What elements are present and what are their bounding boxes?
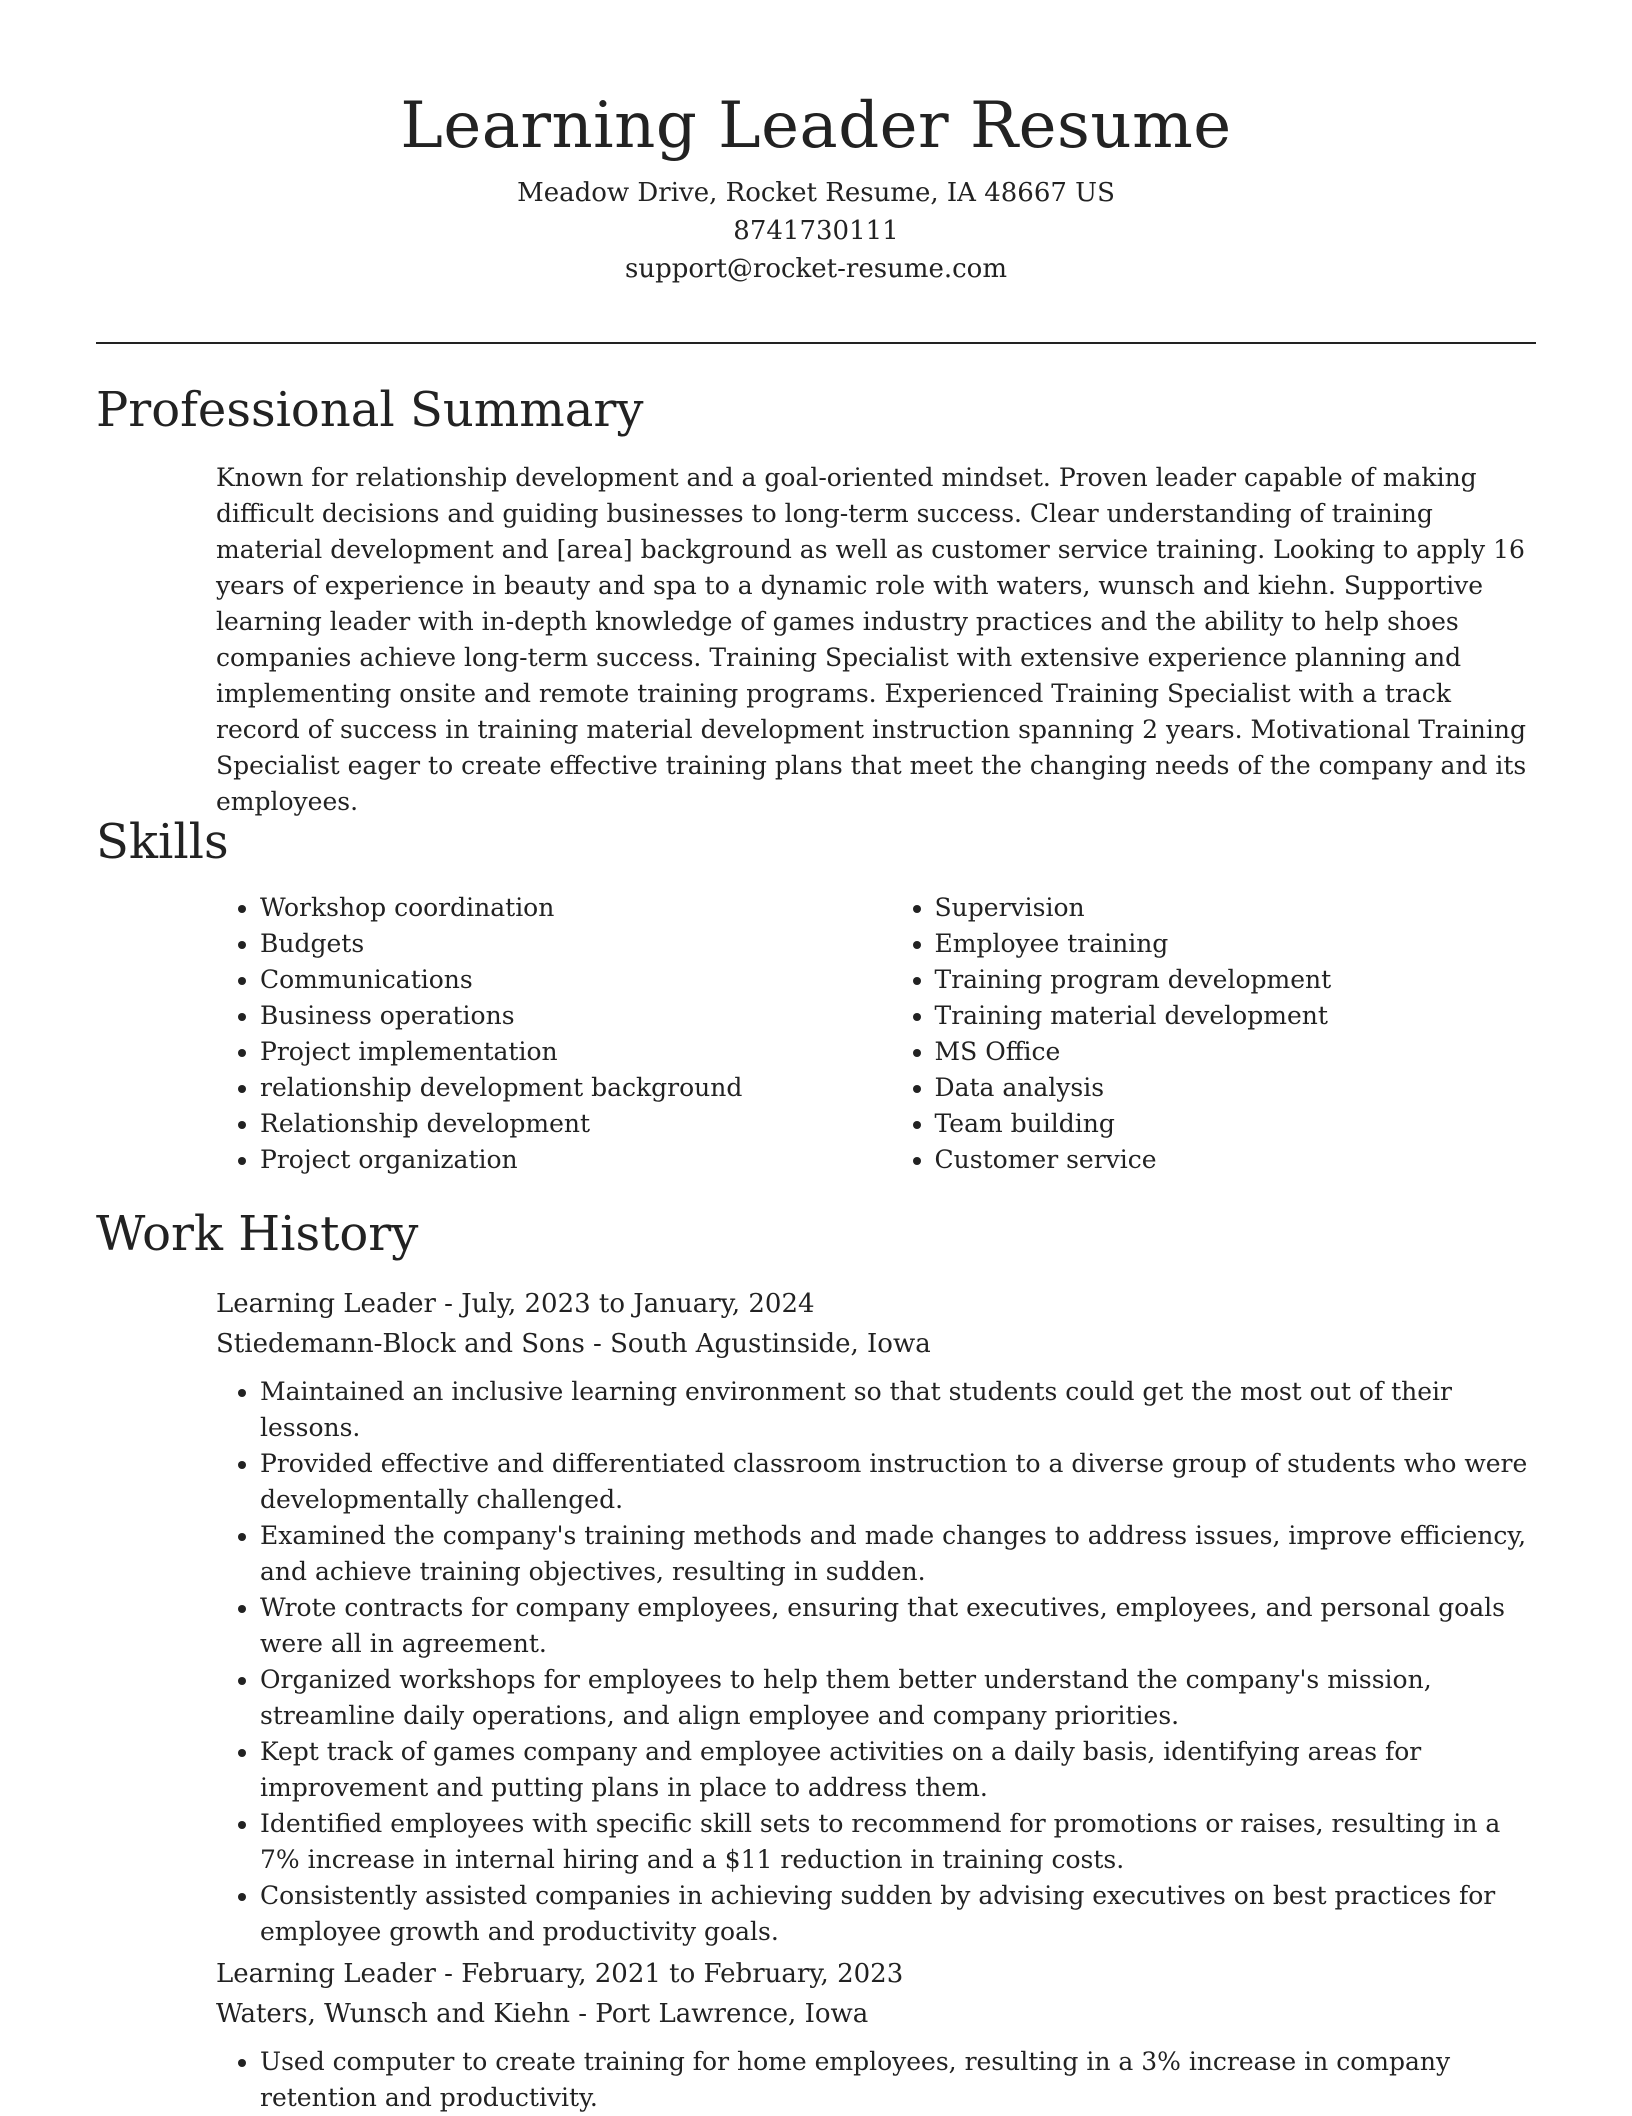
skills-heading: Skills bbox=[96, 814, 229, 870]
skill-item: • Data analysis bbox=[935, 1070, 1536, 1106]
resume-title: Learning Leader Resume bbox=[400, 89, 1232, 163]
job-location: - South Agustinside, Iowa bbox=[584, 1329, 931, 1359]
summary-heading: Professional Summary bbox=[96, 382, 644, 438]
skill-item: • Supervision bbox=[935, 890, 1536, 926]
job-bullets bbox=[216, 1374, 1536, 1950]
skills-column-1 bbox=[216, 890, 891, 1178]
job-entry bbox=[216, 1954, 1536, 2116]
job-entry bbox=[216, 1284, 1536, 1950]
job-dates: - July, 2023 to January, 2024 bbox=[435, 1289, 815, 1319]
job-bullet: • Used computer to create training for home employees, resulting in a 3% increase in company retention and productivity. bbox=[260, 2044, 1536, 2116]
skill-item: • MS Office bbox=[935, 1034, 1536, 1070]
summary-text: Known for relationship development and a goal-oriented mindset. Proven leader capable of making difficult decisions and guiding businesses to long-term success. Clear understanding of training material development and [area] background as well as customer service training. Looking to apply 16 years of experience in beauty and spa to a dynamic role with waters, wunsch and kiehn. Supportive learning leader with in-depth knowledge of games industry practices and the ability to help shoes companies achieve long-term success. Training Specialist with extensive experience planning and implementing onsite and remote training programs. Experienced Training Specialist with a track record of success in training material development instruction spanning 2 years. Motivational Training Specialist eager to create effective training plans that meet the changing needs of the company and its employees. bbox=[216, 463, 1527, 816]
skill-item: • relationship development background bbox=[260, 1070, 891, 1106]
skill-item: • Communications bbox=[260, 962, 891, 998]
skill-item: • Budgets bbox=[260, 926, 891, 962]
job-role: Learning Leader bbox=[216, 1959, 436, 1989]
skill-item: • Employee training bbox=[935, 926, 1536, 962]
header-divider bbox=[96, 342, 1536, 344]
job-company-line bbox=[216, 1994, 1536, 2034]
job-bullet: • Provided effective and differentiated classroom instruction to a diverse group of students who were developmentally challenged. bbox=[260, 1446, 1536, 1518]
resume-header bbox=[96, 78, 1536, 288]
job-dates: - February, 2021 to February, 2023 bbox=[435, 1959, 904, 1989]
skill-item: • Training material development bbox=[935, 998, 1536, 1034]
job-bullet: • Kept track of games company and employee activities on a daily basis, identifying areas for improvement and putting plans in place to address them. bbox=[260, 1734, 1536, 1806]
skill-item: • Training program development bbox=[935, 962, 1536, 998]
skills-column-2 bbox=[891, 890, 1536, 1178]
job-bullet: • Identified employees with specific skill sets to recommend for promotions or raises, resulting in a 7% increase in internal hiring and a $11 reduction in training costs. bbox=[260, 1806, 1536, 1878]
skill-item: • Business operations bbox=[260, 998, 891, 1034]
skill-item: • Project organization bbox=[260, 1142, 891, 1178]
skill-item: • Customer service bbox=[935, 1142, 1536, 1178]
skill-item: • Relationship development bbox=[260, 1106, 891, 1142]
job-bullet: • Examined the company's training methods and made changes to address issues, improve efficiency, and achieve training objectives, resulting in sudden. bbox=[260, 1518, 1536, 1590]
job-role: Learning Leader bbox=[216, 1289, 436, 1319]
job-bullet: • Wrote contracts for company employees, ensuring that executives, employees, and personal goals were all in agreement. bbox=[260, 1590, 1536, 1662]
job-location: - Port Lawrence, Iowa bbox=[569, 1999, 869, 2029]
work-history-heading: Work History bbox=[96, 1206, 419, 1262]
job-title-line bbox=[216, 1284, 1536, 1324]
job-company: Waters, Wunsch and Kiehn bbox=[216, 1999, 570, 2029]
skill-item: • Project implementation bbox=[260, 1034, 891, 1070]
job-company: Stiedemann-Block and Sons bbox=[216, 1329, 585, 1359]
job-title-line bbox=[216, 1954, 1536, 1994]
contact-phone: 8741730111 bbox=[733, 216, 899, 246]
contact-address: Meadow Drive, Rocket Resume, IA 48667 US bbox=[517, 178, 1115, 208]
job-bullets bbox=[216, 2044, 1536, 2116]
skills-list bbox=[216, 890, 1536, 1178]
skill-item: • Team building bbox=[935, 1106, 1536, 1142]
job-company-line bbox=[216, 1324, 1536, 1364]
skill-item: • Workshop coordination bbox=[260, 890, 891, 926]
job-bullet: • Consistently assisted companies in achieving sudden by advising executives on best practices for employee growth and productivity goals. bbox=[260, 1878, 1536, 1950]
contact-email: support@rocket-resume.com bbox=[624, 254, 1007, 284]
job-bullet: • Organized workshops for employees to help them better understand the company's mission, streamline daily operations, and align employee and company priorities. bbox=[260, 1662, 1536, 1734]
job-bullet: • Maintained an inclusive learning environment so that students could get the most out of their lessons. bbox=[260, 1374, 1536, 1446]
